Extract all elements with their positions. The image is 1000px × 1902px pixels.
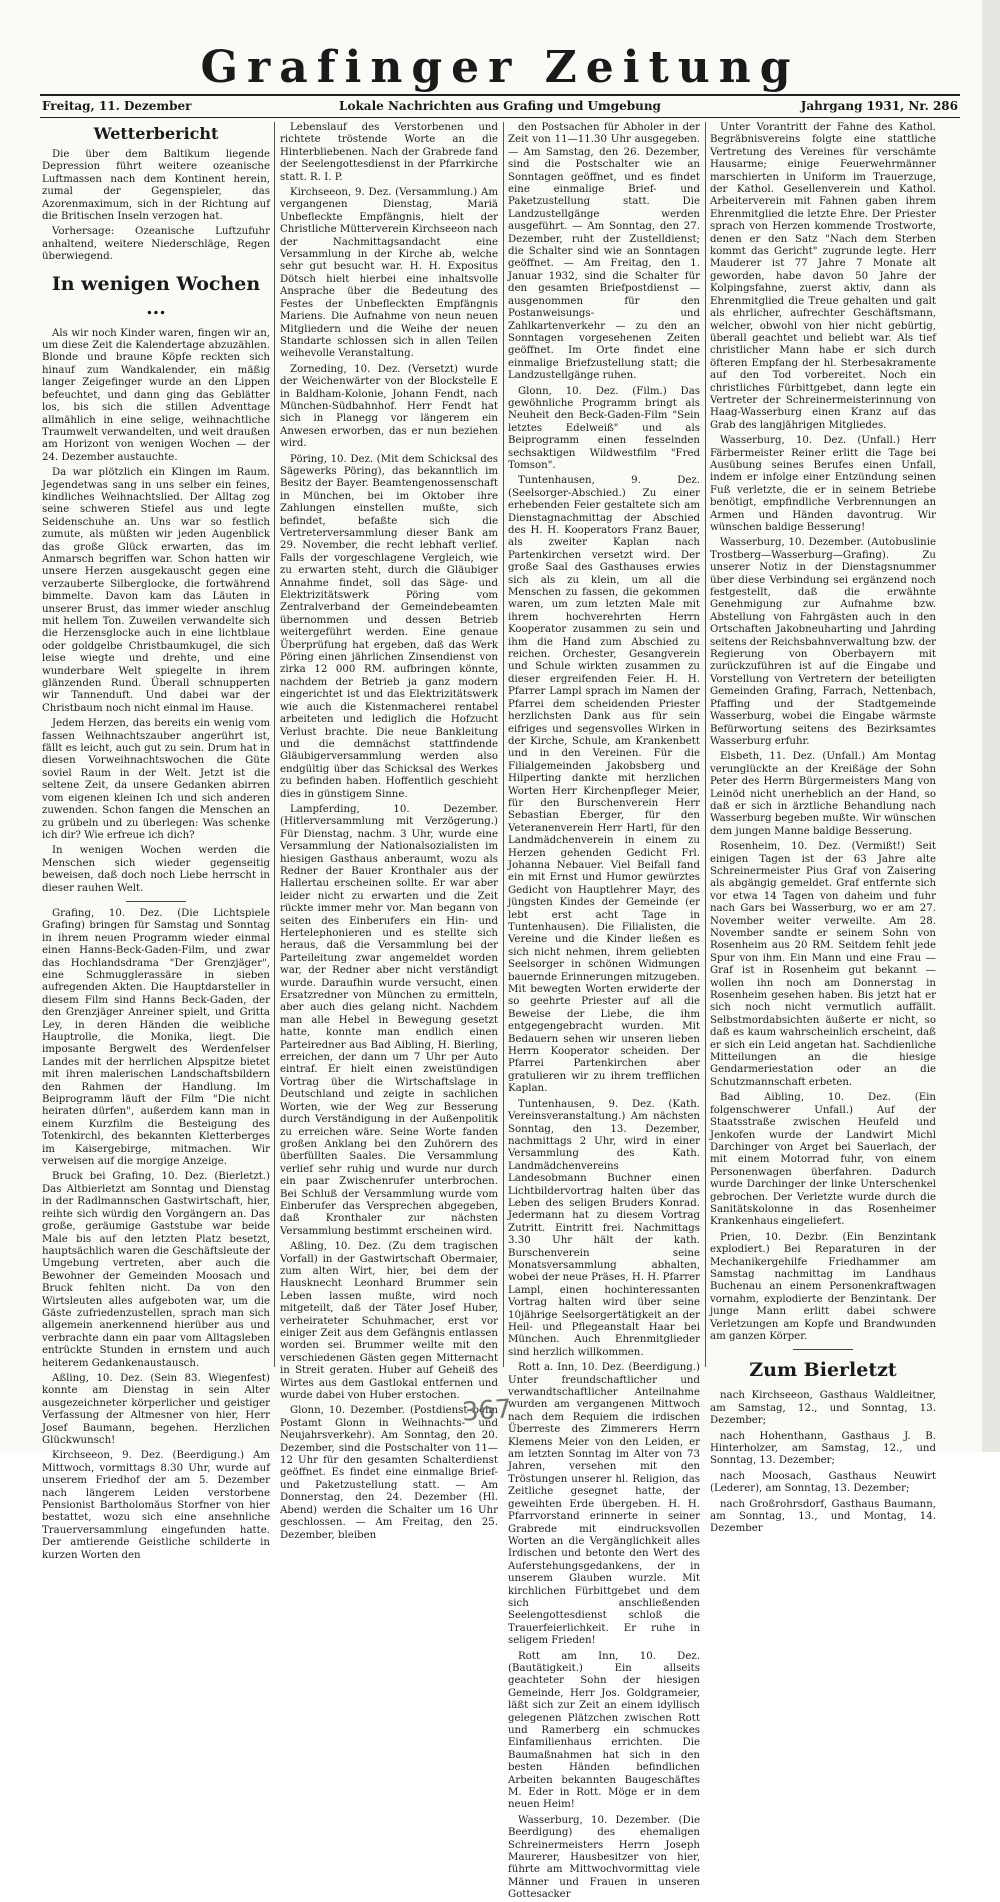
feature-heading: In wenigen Wochen ... (51, 272, 261, 319)
masthead-tagline: Lokale Nachrichten aus Grafing und Umgebung (339, 99, 661, 113)
bierletzt-item: nach Hohenthann, Gasthaus J. B. Hinterholzer, am Samstag, 12., und Sonntag, 13. Dezember; (710, 1430, 936, 1467)
section-separator (126, 901, 186, 902)
article-paragraph: Jedem Herzen, das bereits ein wenig vom fassen Weihnachtszauber angerührt ist, fällt es leicht, auch gut zu sein. Drum hat in diesen Vorweihnachtswochen die Güte soviel Raum in der Welt. Jetzt ist die seltene Zeit, da unsere Gedanken abirren vom eigenen kleinen Ich und sich anderen zuwenden. Schon fangen die Menschen an zu grübeln und zu überlegen: Was schenke ich dir? Wie erfreue ich dich? (42, 718, 270, 841)
column-divider (274, 122, 275, 1367)
news-item: Tuntenhausen, 9. Dez. (Seelsorger-Abschied.) Zu einer erhebenden Feier gestaltete sich am Dienstagnachmittag der Abschied des H. H. Kooperators Franz Bauer, als zweiter Kaplan nach Partenkirchen versetzt wird. Der große Saal des Gasthauses erwies sich als zu klein, um all die Menschen zu fassen, die gekommen waren, um zum letzten Male mit ihrem hochverehrten Herrn Kooperator zusammen zu sein und ihm die Hand zum Abschied zu reichen. Orchester, Gesangverein und Schule wirkten zusammen zu dieser ergreifenden Feier. H. H. Pfarrer Lampl sprach im Namen der Pfarrei dem scheidenden Priester herzlichsten Dank aus für sein eifriges und segensvolles Wirken in der Kirche, Schule, am Krankenbett und in den Vereinen. Für die Filialgemeinden Jakobsberg und Hilperting dankte mit herzlichen Worten Herr Kirchenpfleger Meier, für den Burschenverein Herr Sebastian Eberger, für den Veteranenverein Herr Hartl, für den Landmädchenverein in einem zu Herzen gehenden Gedicht Frl. Johanna Nebauer. Viel Beifall fand ein mit Ernst und Humor gewürztes Gedicht von Hauptlehrer Mayr, des jüngsten Kindes der Gemeinde (er lebt erst acht Tage in Tuntenhausen). Die Filialisten, die Vereine und die Kinder ließen es sich nicht nehmen, ihrem geliebten Seelsorger in schönen Widmungen bauernde Erinnerungen mitzugeben. Mit bewegten Worten erwiderte der so geehrte Priester auf all die Beweise der Liebe, die ihm entgegengebracht wurden. Mit Bedauern sehen wir unseren lieben Herrn Kooperator scheiden. Der Pfarrei Partenkirchen aber gratulieren wir zu ihrem trefflichen Kaplan. (508, 475, 700, 1095)
news-item: Grafing, 10. Dez. (Die Lichtspiele Grafing) bringen für Samstag und Sonntag in ihrem neuen Programm wieder einmal einen Hanns-Beck-Gaden-Film, und zwar das Hochlandsdrama "Der Grenzjäger", eine Schmugglerassäre in sieben aufregenden Akten. Die Hauptdarsteller in diesem Film sind Hanns Beck-Gaden, der den Grenzjäger Anreiner spielt, und Gritta Ley, in deren Händen die weibliche Hauptrolle, die Monika, liegt. Die imposante Bergwelt des Werdenfelser Landes mit der herrlichen Alpspitze bietet mit ihren malerischen Landschaftsbildern den Rahmen der Handlung. Im Beiprogramm läuft der Film "Die nicht heiraten dürfen", außerdem kann man in einem Kurzfilm die Besteigung des Totenkirchl, des bekannten Kletterberges im Kaisergebirge, mitmachen. Wir verweisen auf die morgige Anzeige. (42, 907, 270, 1168)
column-1 (42, 122, 270, 1561)
column-4 (710, 122, 936, 1535)
news-item: Wasserburg, 10. Dez. (Unfall.) Herr Färbermeister Reiner erlitt die Tage bei Ausübung seines Berufes einen Unfall, indem er infolge einer Entzündung seinen Fuß verletzte, die er in seinem Betriebe benötigt, empfindliche Verbrennungen an Armen und Händen davontrug. Wir wünschen baldige Besserung! (710, 435, 936, 533)
news-item: Wasserburg, 10. Dezember. (Autobuslinie Trostberg—Wasserburg—Grafing). Zu unserer Notiz in der Dienstagsnummer über diese Verbindung sei ergänzend noch festgestellt, daß die erwähnte Genehmigung zur Aufnahme bzw. Abstellung von Fahrgästen auch in den Ortschaften Jakobneuharting und Jahrding seitens der Reichsbahnverwaltung bzw. der Regierung von Oberbayern mit zurückzuführen ist auf die Eingabe und Vorstellung von Vertretern der beteiligten Gemeinden Grafing, Farrach, Nettenbach, Pfaffing und der Stadtgemeinde Wasserburg, wobei die Eingabe wärmste Befürwortung seitens des Bezirksamtes Wasserburg erfuhr. (710, 537, 936, 747)
news-item: Lampferding, 10. Dezember. (Hitlerversammlung mit Verzögerung.) Für Dienstag, nachm. 3 Uhr, wurde eine Versammlung der Nationalsozialisten im hiesigen Gasthaus anberaumt, wozu als Redner der Bauer Kronthaler aus der Hallertau erscheinen sollte. Er war aber leider nicht zu erwarten und die Zeit rückte immer mehr vor. Man begann von seiten des Einberufers ein Hin- und Hertelephonieren und es stellte sich heraus, daß die Versammlung bei der Parteileitung zwar angemeldet worden war, der Redner aber nicht verständigt wurde. Daraufhin wurde versucht, einen Ersatzredner von München zu ermitteln, aber auch dies gelang nicht. Nachdem man alle Hebel in Bewegung gesetzt hatte, konnte man endlich einen Parteiredner aus Bad Aibling, H. Bierling, erreichen, der dann um 7 Uhr per Auto eintraf. Er hielt einen zweistündigen Vortrag über die Wirtschaftslage in Deutschland und zeigte in sachlichen Worten, wie der Weg zur Besserung durch Verständigung in der Außenpolitik zu erreichen wäre. Seine Worte fanden großen Anklang bei den Zuhörern des überfüllten Saales. Die Versammlung verlief sehr ruhig und wurde nur durch ein paar Zwischenrufer unterbrochen. Bei Schluß der Versammlung wurde vom Einberufer das Versprechen abgegeben, daß Kronthaler zur nächsten Versammlung bestimmt erscheinen wird. (280, 803, 498, 1237)
weather-heading: Wetterbericht (93, 124, 219, 143)
news-item: Glonn, 10. Dezember. (Postdienst beim Postamt Glonn in Weihnachts- und Neujahrsverkehr). Am Sonntag, den 20. Dezember, sind die Postschalter von 11—12 Uhr für den gesamten Schalterdienst geöffnet. Es findet eine einmalige Brief- und Paketzustellung statt. — Am Donnerstag, den 24. Dezember (Hl. Abend) werden die Schalter um 16 Uhr geschlossen. — Am Freitag, den 25. Dezember, bleiben (280, 1405, 498, 1541)
news-item: Rosenheim, 10. Dez. (Vermißt!) Seit einigen Tagen ist der 63 Jahre alte Schreinermeister Pius Graf von Zaisering als abgängig gemeldet. Graf entfernte sich vor etwa 14 Tagen von daheim und fuhr nach Gars bei Wasserburg, wo er am 27. November weiter verweilte. Am 28. November sandte er seinem Sohn von Rosenheim aus 20 RM. Seitdem fehlt jede Spur von ihm. Ein Mann und eine Frau — Graf ist in Rosenheim gut bekannt — wollen ihn noch am Donnerstag in Rosenheim gesehen haben. Bis jetzt hat er sich noch nicht vermutlich auffällt. Selbstmordabsichten äußerte er nicht, so daß es kaum wahrscheinlich erscheint, daß er sich ein Leid angetan hat. Sachdienliche Mitteilungen an die hiesige Gendarmeriestation oder an die Schutzmannschaft erbeten. (710, 841, 936, 1088)
news-item: Aßling, 10. Dez. (Sein 83. Wiegenfest) konnte am Dienstag in sein Alter ausgezeichneter körperlicher und geistiger Verfassung der Altmesner von hier, Herr Josef Baumann, begehen. Herzlichen Glückwunsch! (42, 1372, 270, 1446)
article-continuation: Lebenslauf des Verstorbenen und richtete tröstende Worte an die Hinterbliebenen. Nach der Grabrede fand der Seelengottesdienst in der Pfarrkirche statt. R. I. P. (280, 122, 498, 183)
issue-date: Freitag, 11. Dezember (42, 99, 192, 113)
handwritten-page-number: 367 (461, 1394, 513, 1428)
bierletzt-item: nach Moosach, Gasthaus Neuwirt (Lederer), am Sonntag, 13. Dezember; (710, 1470, 936, 1495)
bierletzt-heading: Zum Bierletzt (749, 1359, 897, 1382)
issue-volume: Jahrgang 1931, Nr. 286 (800, 99, 958, 113)
news-item: Zorneding, 10. Dez. (Versetzt) wurde der Weichenwärter von der Blockstelle E in Baldham-Kolonie, Johann Fendt, nach München-Südbahnhof. Herr Fendt hat sich in Planegg vor längerem ein Anwesen erworben, das er nun beziehen wird. (280, 363, 498, 450)
weather-forecast: Vorhersage: Ozeanische Luftzufuhr anhaltend, weitere Niederschläge, Regen überwiegend. (42, 226, 270, 263)
article-paragraph: In wenigen Wochen werden die Menschen sich wieder gegenseitig beweisen, daß doch noch Liebe herrscht in dieser rauhen Welt. (42, 845, 270, 894)
column-divider (705, 122, 706, 1367)
news-item: Aßling, 10. Dez. (Zu dem tragischen Vorfall) in der Gastwirtschaft Obermaier, zum alten Wirt, hier, bei dem der Hausknecht Leonhard Brummer sein Leben lassen mußte, wird noch mitgeteilt, daß der Täter Josef Huber, verheirateter Schuhmacher, erst vor einiger Zeit aus dem Gefängnis entlassen worden sei. Brummer weilte mit den verschiedenen Gästen gegen Mitternacht in Streit geraten. Huber auf Geheiß des Wirtes aus dem Gastlokal entfernen und wurde dabei von Huber erstochen. (280, 1241, 498, 1402)
column-3 (508, 122, 700, 1901)
news-item: Bruck bei Grafing, 10. Dez. (Bierletzt.) Das Altbierletzt am Sonntag und Dienstag in der Radlmannschen Gastwirtschaft, hier, reihte sich würdig den Vorgängern an. Das große, geräumige Gaststube war beide Male bis auf den letzten Platz besetzt, hauptsächlich waren die Geschäftsleute der Umgebung vertreten, aber auch die Bewohner der Gemeinden Moosach und Bruck fehlten nicht. Da von den Wirtsleuten alles aufgeboten war, um die Gäste zufriedenzustellen, sprach man sich allgemein anerkennend hierüber aus und verbrachte dann ein paar vom Alltagsleben entrückte Stunden in ernstem und auch heiterem Gedankenaustausch. (42, 1171, 270, 1369)
column-divider (503, 122, 504, 1367)
news-item: Prien, 10. Dezbr. (Ein Benzintank explodiert.) Bei Reparaturen in der Mechanikergehilfe Friedhammer am Samstag nachmittag im Landhaus Buchenau an einem Personenkraftwagen vornahm, explodierte der Benzintank. Der junge Mann erlitt dabei schwere Verletzungen am Kopfe und Brandwunden am ganzen Körper. (710, 1231, 936, 1342)
bierletzt-item: nach Großrohrsdorf, Gasthaus Baumann, am Sonntag, 13., und Montag, 14. Dezember (710, 1498, 936, 1535)
news-item: Kirchseeon, 9. Dez. (Beerdigung.) Am Mittwoch, vormittags 8.30 Uhr, wurde auf unserem Friedhof der am 5. Dezember nach längerem Leiden verstorbene Pensionist Bartholomäus Storfner von hier bestattet, wozu sich eine ansehnliche Trauerversammlung eingefunden hatte. Der amtierende Geistliche schilderte in kurzen Worten den (42, 1450, 270, 1561)
newspaper-masthead: Grafinger Zeitung (200, 42, 800, 93)
weather-report: Die über dem Baltikum liegende Depression führt weitere ozeanische Luftmassen nach dem Kontinent herein, zumal der Gegenspieler, das Azorenmaximum, sich in der Richtung auf die Britischen Inseln verzogen hat. (42, 149, 270, 223)
scan-edge (982, 0, 1000, 1452)
article-paragraph: Da war plötzlich ein Klingen im Raum. Jegendetwas sang in uns selber ein feines, kindliches Weihnachtslied. Der Alltag zog seine schweren Stiefel aus und legte Seidenschuhe an. Uns war so festlich zumute, als müßten wir jeden Augenblick das große Glück erwarten, das im Anmarsch begriffen war. Schon hatten wir unsere Herzen ausgekauscht gegen eine verzauberte Silberglocke, die fortwährend bimmelte. Davon kam das Läuten in unserer Brust, das immer wieder anschlug mit hellem Ton. Zuweilen verwandelte sich die Herzensglocke auch in eine lichtblaue oder goldgelbe Christbaumkugel, die sich leise wiegte und drehte, und eine wunderbare Welt spiegelte in ihrem glänzenden Rund. Überall schnupperten wir Tannenduft. Und dabei war der Christbaum noch nicht einmal im Hause. (42, 467, 270, 714)
news-item: Rott am Inn, 10. Dez. (Bautätigkeit.) Ein allseits geachteter Sohn der hiesigen Gemeinde, Herr Jos. Goldgrameier, läßt sich zur Zeit an einem idyllisch gelegenen Plätzchen zwischen Rott und Ramerberg ein schmuckes Einfamilienhaus errichten. Die Baumaßnahmen hat sich in den besten Händen befindlichen Arbeiten bekannten Baugeschäftes M. Eder in Rott. Möge er in dem neuen Heim! (508, 1650, 700, 1811)
news-item: Bad Aibling, 10. Dez. (Ein folgenschwerer Unfall.) Auf der Staatsstraße zwischen Heufeld und Jenkofen wurde der Landwirt Michl Darchinger von Arget bei Sauerlach, der mit einem Motorrad fuhr, von einem Personenwagen überfahren. Dadurch wurde Darchinger der linke Unterschenkel gebrochen. Der Verletzte wurde durch die Sanitätskolonne in das Rosenheimer Krankenhaus eingeliefert. (710, 1092, 936, 1228)
article-continuation: den Postsachen für Abholer in der Zeit von 11—11.30 Uhr ausgegeben. — Am Samstag, den 26. Dezember, sind die Postschalter wie an Sonntagen geöffnet, und es findet eine einmalige Brief- und Paketzustellung statt. Die Landzustellgänge werden ausgeführt. — Am Sonntag, den 27. Dezember, ruht der Zustelldienst; die Schalter sind wie an Sonntagen geöffnet. — Am Freitag, den 1. Januar 1932, sind die Schalter für den gesamten Briefpostdienst — ausgenommen für den Postanweisungs- und Zahlkartenverkehr — zu den an Sonntagen vorgesehenen Zeiten geöffnet. Im Orte findet eine einmalige Briefzustellung statt; die Landzustellgänge ruhen. (508, 122, 700, 382)
news-item: Pöring, 10. Dez. (Mit dem Schicksal des Sägewerks Pöring), das bekanntlich im Besitz der Bayer. Beamtengenossenschaft in München, bei im Oktober ihre Zahlungen einstellen mußte, sich befindet, befaßte sich die Vertreterversammlung dieser Bank am 29. November, die recht lebhaft verlief. Falls der vorgeschlagene Vergleich, wie zu erwarten steht, durch die Gläubiger Annahme findet, soll das Säge- und Elektrizitätswerk Pöring vom Zentralverband der Gemeindebeamten übernommen und dessen Betrieb weitergeführt werden. Eine genaue Überprüfung hat ergeben, daß das Werk Pöring einen jährlichen Zinsendienst von zirka 12 000 RM. aufbringen könnte, nachdem der Betrieb ja ganz modern eingerichtet ist und das Elektrizitätswerk wie auch die Kistenmacherei rentabel arbeiteten und lediglich die Hofzucht Verlust brachte. Die neue Bankleitung und die demnächst stattfindende Gläubigerversammlung werden also endgültig über das Schicksal des Werkes zu befinden haben. Hoffentlich geschieht dies in günstigem Sinne. (280, 453, 498, 800)
news-item: Tuntenhausen, 9. Dez. (Kath. Vereinsveranstaltung.) Am nächsten Sonntag, den 13. Dezember, nachmittags 2 Uhr, wird in einer Versammlung des Kath. Landmädchenvereins Landesobmann Buchner einen Lichtbildervortrag halten über das Leben des seligen Bruders Konrad. Jedermann hat zu diesem Vortrag Zutritt. Eintritt frei. Nachmittags 3.30 Uhr hält der kath. Burschenverein seine Monatsversammlung abhalten, wobei der neue Präses, H. H. Pfarrer Lampl, einen hochinteressanten Vortrag halten wird über seine 10jährige Seelsorgertätigkeit an der Heil- und Pflegeanstalt Haar bei München. Auch Ehrenmitglieder sind herzlich willkommen. (508, 1098, 700, 1358)
news-item: Rott a. Inn, 10. Dez. (Beerdigung.) Unter freundschaftlicher und verwandtschaftlicher Anteilnahme wurden am vergangenen Mittwoch nach dem Requiem die irdischen Überreste des Zimmerers Herrn Klemens Meier von den Leiden, er am letzten Sonntag im Alter von 73 Jahren, versehen mit den Tröstungen unserer hl. Religion, das Zeitliche gesegnet hatte, der geweihten Erde übergeben. H. H. Pfarrvorstand erinnerte in seiner Grabrede mit eindrucksvollen Worten an die Vergänglichkeit alles Irdischen und betonte den Wert des Auferstehungsgedankens, der in unserem Glauben wurzle. Mit kirchlichen Fürbittgebet und dem sich anschließenden Seelengottesdienst schloß die Trauerfeierlichkeit. Er ruhe in seligem Frieden! (508, 1362, 700, 1647)
masthead-subline (40, 96, 960, 116)
article-continuation: Unter Vorantritt der Fahne des Kathol. Begräbnisvereins folgte eine stattliche Vertretung des Vereines für verschämte Hausarme; einige Feuerwehrmänner marschierten in Uniform im Trauerzuge, der Kathol. Gesellenverein und Kathol. Arbeiterverein mit Fahnen gaben ihrem Ehrenmitglied die letzte Ehre. Der Priester sprach von Herzen kommende Trostworte, denen er den Satz "Nach dem Sterben kommt das Gericht" zugrunde legte. Herr Mauderer ist 77 Jahre 7 Monate alt geworden, habe davon 50 Jahre der Kolpingsfahne, zuerst aktiv, dann als Ehrenmitglied die Treue gehalten und galt als ehrlicher, aufrechter Geschäftsmann, welcher, obwohl von hier nicht gebürtig, überall geachtet und beliebt war. Als tief christlicher Mann habe er sich durch öfteren Empfang der hl. Sterbesakramente auf den Tod vorbereitet. Noch ein christliches Fürbittgebet, dann legte ein Vertreter der Schreinermeisterinnung von Haag-Wasserburg einen Kranz auf das Grab des langjährigen Mitgliedes. (710, 122, 936, 431)
article-paragraph: Als wir noch Kinder waren, fingen wir an, um diese Zeit die Kalendertage abzuzählen. Blonde und braune Köpfe reckten sich hinauf zum Wandkalender, ein mäßig langer Zeigefinger wurde an den Lippen befeuchtet, und dann ging das Geblätter los, bis sich die stillen Adventtage allmählich in eine selige, weihnachtliche Traumwelt verwandelten, und weit draußen am Horizont von wenigen Wochen — der 24. Dezember austauchte. (42, 327, 270, 463)
news-item: Elsbeth, 11. Dez. (Unfall.) Am Montag verunglückte an der Kreißäge der Sohn Peter des Herrn Bürgermeisters Mang von Leinöd nicht unerheblich an der Hand, so daß er sich in ärztliche Behandlung nach Wasserburg begeben mußte. Wir wünschen dem jungen Manne baldige Besserung. (710, 751, 936, 837)
section-separator (793, 1349, 853, 1350)
news-item: Glonn, 10. Dez. (Film.) Das gewöhnliche Programm bringt als Neuheit den Beck-Gaden-Film "Sein letztes Edelweiß" und als Beiprogramm einen fesselnden sechsaktigen Wildwestfilm "Fred Tomson". (508, 385, 700, 471)
bierletzt-item: nach Kirchseeon, Gasthaus Waldleitner, am Samstag, 12., und Sonntag, 13. Dezember; (710, 1390, 936, 1427)
news-item: Kirchseeon, 9. Dez. (Versammlung.) Am vergangenen Dienstag, Mariä Unbefleckte Empfängnis, hielt der Christliche Mütterverein Kirchseeon nach der Nachmittagsandacht eine Versammlung in der Kirche ab, welche sehr gut besucht war. H. H. Expositus Dötsch hielt hierbei eine inhaltsvolle Ansprache über die Bedeutung des Festes der Unbefleckten Empfängnis Mariens. Die Aufnahme von neun neuen Mitgliedern und die Weihe der neuen Standarte schlossen sich in allen Teilen weihevolle Veranstaltung. (280, 187, 498, 360)
news-item: Wasserburg, 10. Dezember. (Die Beerdigung) des ehemaligen Schreinermeisters Herrn Joseph Maurerer, Hausbesitzer von hier, führte am Mittwochvormittag viele Männer und Frauen in unseren Gottesacker (508, 1814, 700, 1901)
subline-rule (40, 117, 960, 118)
